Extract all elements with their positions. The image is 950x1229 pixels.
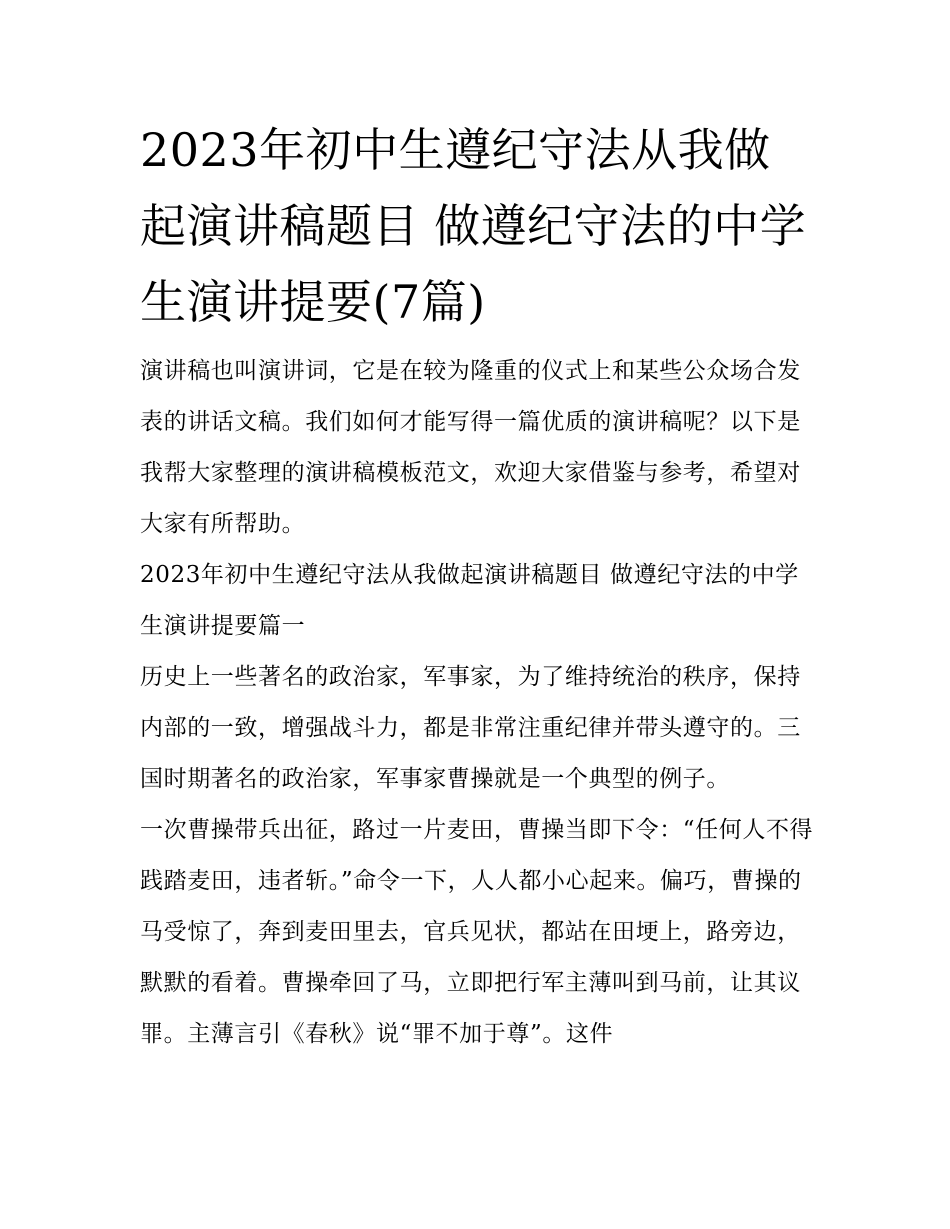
document-title: 2023年初中生遵纪守法从我做起演讲稿题目 做遵纪守法的中学生演讲提要(7篇) <box>140 123 807 329</box>
body-paragraph-2: 一次曹操带兵出征，路过一片麦田，曹操当即下令：“任何人不得践踏麦田，违者斩。”命令一下，人人都小心起来。偏巧，曹操的马受惊了，奔到麦田里去，官兵见状，都站在田埂上，路旁边，默默的看着。曹操牵回了马，立即把行军主薄叫到马前，让其议罪。主薄言引《春秋》说“罪不加于尊”。这件 <box>140 817 814 1047</box>
body-paragraph-1: 历史上一些著名的政治家，军事家，为了维持统治的秩序，保持内部的一致，增强战斗力，都是非常注重纪律并带头遵守的。三国时期著名的政治家，军事家曹操就是一个典型的例子。 <box>140 664 801 792</box>
section-heading: 2023年初中生遵纪守法从我做起演讲稿题目 做遵纪守法的中学生演讲提要篇一 <box>140 562 799 639</box>
document-page <box>140 112 815 1060</box>
intro-paragraph: 演讲稿也叫演讲词，它是在较为隆重的仪式上和某些公众场合发表的讲话文稿。我们如何才能写得一篇优质的演讲稿呢？以下是我帮大家整理的演讲稿模板范文，欢迎大家借鉴与参考，希望对大家有所帮助。 <box>140 358 801 537</box>
